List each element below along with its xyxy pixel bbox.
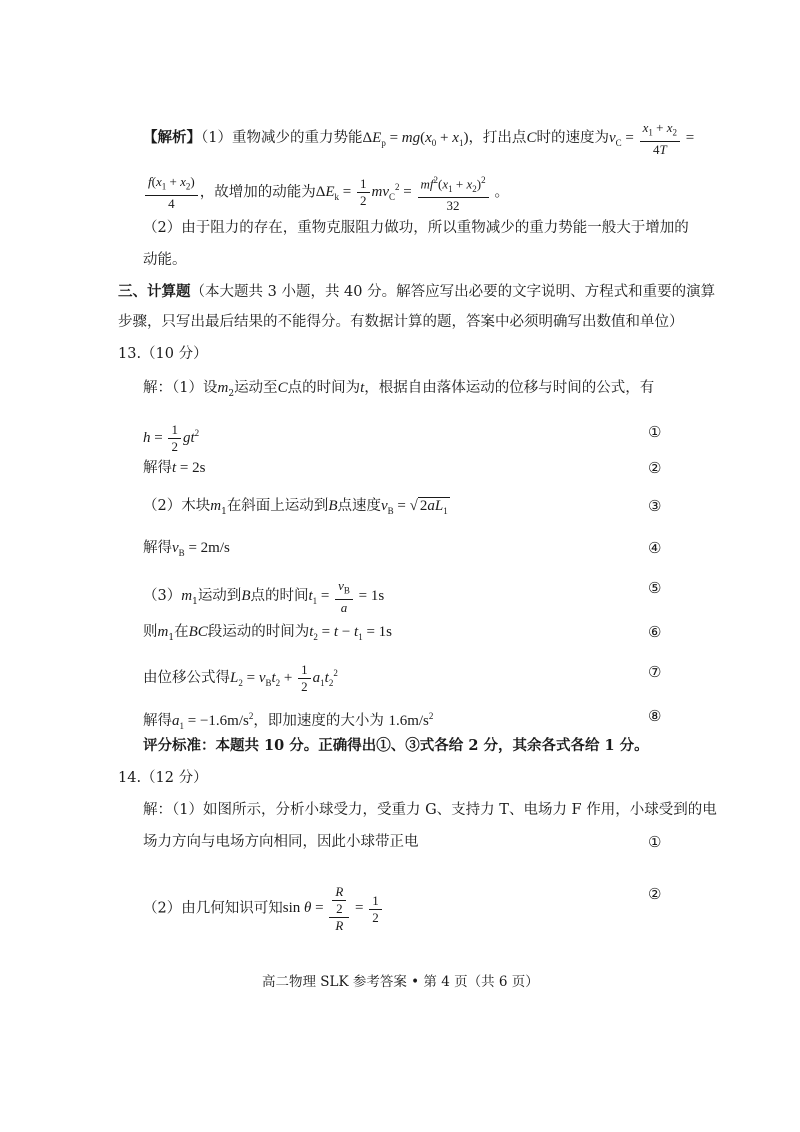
q13-eq2: 解得t = 2s — [143, 460, 206, 476]
q13-marker-4: ④ — [648, 539, 662, 557]
q14-line-2: 场力方向与电场方向相同，因此小球带正电 — [143, 834, 419, 850]
q13-title: 13.（10 分） — [118, 346, 208, 362]
section3-line-1: 三、计算题（本大题共 3 小题，共 40 分。解答应写出必要的文字说明、方程式和重要的演算 — [118, 283, 716, 300]
analysis-p2-line-2: 动能。 — [143, 252, 187, 268]
q13-eq1: h = $\frac{1}{2}$ $gt^2$ — [143, 422, 200, 454]
section3-line-2: 步骤，只写出最后结果的不能得分。有数据计算的题，答案中必须明确写出数值和单位） — [118, 314, 684, 330]
analysis-p2-line-1: （2）由于阻力的存在，重物克服阻力做功，所以重物减少的重力势能一般大于增加的 — [143, 220, 689, 236]
q13-grading: 评分标准：本题共 10 分。正确得出①、③式各给 2 分，其余各式各给 1 分。 — [143, 737, 649, 754]
analysis-line-1: 【解析】（1）重物减少的重力势能$\Delta E_p = mg(x_0 + x_1)$，打出点C时的速度为$v_C$ = $\frac{x_1 + x_2}{4T}$ = — [143, 120, 695, 157]
q13-eq6: 则$m_1$在BC段运动的时间为$t_2 = t - t_1 = 1s$ — [143, 624, 392, 643]
q13-eq7: 由位移公式得$L_2 = v_Bt_2$ + $\frac{1}{2}$ $a_1t_2^2$ — [143, 662, 338, 694]
q14-marker-2: ② — [648, 885, 662, 903]
formula-delta-ep: $\Delta E_p = mg(x_0 + x_1)$ — [362, 130, 469, 149]
page-footer: 高二物理 SLK 参考答案 • 第 4 页（共 6 页） — [262, 974, 539, 990]
formula-delta-ek: $\Delta E_k$ = $\frac{1}{2}$ $mv_C^2$ = $\frac{mf^2(x_1 + x_2)^2}{32}$ 。 — [316, 184, 510, 200]
q14-line-3: （2）由几何知识可知sin θ = $\frac{\frac{R}{2}}{R}$ = $\frac{1}{2}$ — [143, 884, 384, 934]
formula-vc-cont: $\frac{f(x_1 + x_2)}{4}$ — [143, 184, 200, 200]
q13-step1: 解：（1）设$m_2$运动至C点的时间为t，根据自由落体运动的位移与时间的公式，有 — [143, 380, 655, 399]
q13-marker-7: ⑦ — [648, 663, 662, 681]
formula-vc: $v_C$ = $\frac{x_1 + x_2}{4T}$ = — [608, 120, 695, 157]
q14-marker-1: ① — [648, 833, 662, 851]
q14-line-1: 解：（1）如图所示，分析小球受力，受重力 G、支持力 T、电场力 F 作用，小球受到的电 — [143, 802, 717, 818]
q13-eq3: （2）木块$m_1$在斜面上运动到B点速度$v_B$ = √ $2aL_1$ — [143, 498, 448, 517]
q13-eq8: 解得$a_1 = -1.6m/s^2$，即加速度的大小为 $1.6m/s^2$ — [143, 711, 434, 731]
q13-marker-3: ③ — [648, 497, 662, 515]
q14-title: 14.（12 分） — [118, 770, 208, 786]
q13-marker-8: ⑧ — [648, 707, 662, 725]
q13-marker-5: ⑤ — [648, 579, 662, 597]
analysis-line-2: $\frac{f(x_1 + x_2)}{4}$ ，故增加的动能为$\Delta E_k$ = $\frac{1}{2}$ $mv_C^2$ = $\frac{mf^2(x_1 + x_2)^2}{32}$ 。 — [143, 172, 509, 214]
analysis-label: 【解析】 — [143, 129, 201, 147]
q13-marker-6: ⑥ — [648, 623, 662, 641]
section3-heading: 三、计算题 — [118, 283, 191, 300]
q13-eq5: $(3)m_1$运动到B点的时间$t_1$ = $\frac{v_B}{a}$ = 1s — [143, 578, 385, 615]
q13-eq4: 解得$v_B = 2m/s$ — [143, 540, 230, 558]
q13-marker-1: ① — [648, 423, 662, 441]
q13-marker-2: ② — [648, 459, 662, 477]
